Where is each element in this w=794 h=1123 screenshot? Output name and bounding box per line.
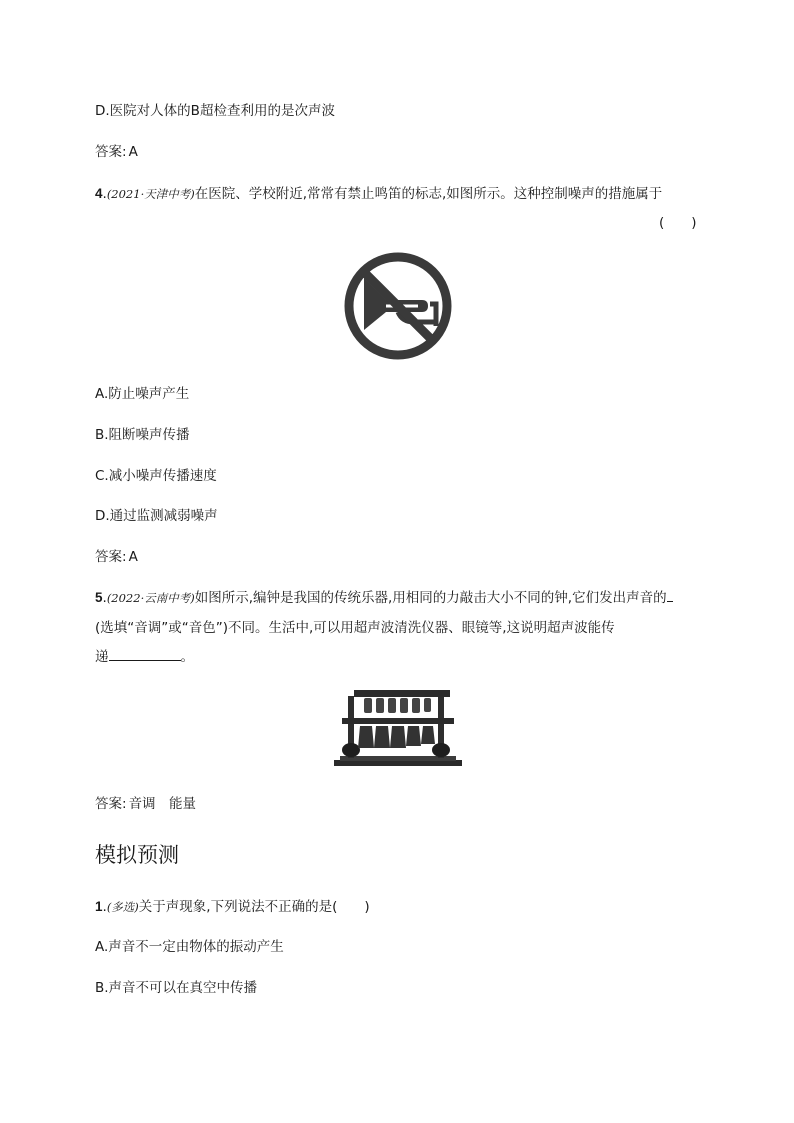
answer-label: 答案:	[95, 549, 127, 565]
question-text-end: 。	[180, 649, 194, 665]
answer-bracket: ( )	[659, 215, 697, 231]
q5-answer	[95, 795, 196, 813]
question-number: 5	[95, 590, 103, 605]
p1-option-b: B.声音不可以在真空中传播	[95, 980, 258, 996]
question-source: (2022·云南中考)	[106, 591, 195, 605]
fill-blank	[667, 589, 673, 602]
answer-value: 音调 能量	[128, 796, 197, 812]
q4-option-c: C.减小噪声传播速度	[95, 468, 217, 484]
answer-value: A	[128, 549, 138, 565]
fill-blank	[109, 648, 181, 661]
answer-value: A	[128, 144, 138, 160]
question-number: 4	[95, 186, 103, 201]
q4-answer	[95, 548, 138, 566]
question-number: 1	[95, 899, 103, 914]
q5-stem-line2: (选填“音调”或“音色”)不同。生活中,可以用超声波清洗仪器、眼镜等,这说明超声波能传	[95, 620, 615, 636]
question-text: 递	[95, 649, 109, 665]
answer-label: 答案:	[95, 796, 127, 812]
q5-stem-line3	[95, 648, 194, 666]
q4-option-d: D.通过监测减弱噪声	[95, 508, 218, 524]
p1-stem: 1.(多选)关于声现象,下列说法不正确的是( )	[95, 899, 370, 915]
no-honking-sign-icon	[342, 252, 454, 360]
chime-bells-icon	[334, 686, 462, 770]
q3-answer	[95, 143, 138, 161]
q5-stem-line1: 5.(2022·云南中考)如图所示,编钟是我国的传统乐器,用相同的力敲击大小不同的钟,它们发出声音的	[95, 589, 673, 607]
q4-option-a: A.防止噪声产生	[95, 386, 190, 402]
question-text: 在医院、学校附近,常常有禁止鸣笛的标志,如图所示。这种控制噪声的措施属于	[194, 186, 663, 202]
q3-option-d: D.医院对人体的B超检查利用的是次声波	[95, 103, 335, 119]
q4-option-b: B.阻断噪声传播	[95, 427, 190, 443]
question-source: (2021·天津中考)	[106, 187, 195, 201]
p1-option-a: A.声音不一定由物体的振动产生	[95, 939, 284, 955]
question-tag: (多选)	[106, 900, 139, 914]
answer-label: 答案:	[95, 144, 127, 160]
section-title: 模拟预测	[95, 843, 179, 867]
question-text: 如图所示,编钟是我国的传统乐器,用相同的力敲击大小不同的钟,它们发出声音的	[194, 590, 667, 606]
q4-stem: 4.(2021·天津中考)在医院、学校附近,常常有禁止鸣笛的标志,如图所示。这种控制噪声的措施属于	[95, 186, 663, 202]
question-text: 关于声现象,下列说法不正确的是( )	[138, 899, 370, 915]
